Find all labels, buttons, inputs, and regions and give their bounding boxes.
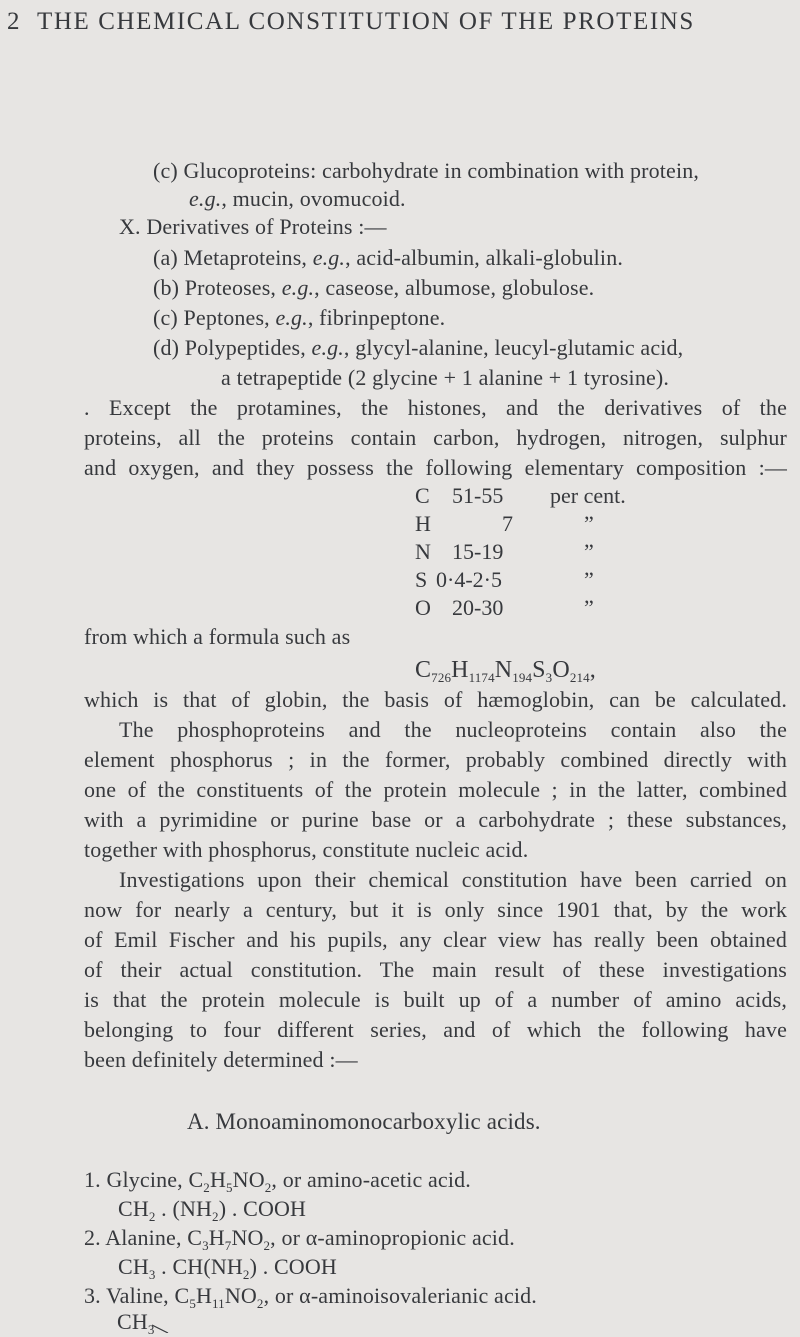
amino-acid-name: Glycine,: [106, 1167, 189, 1192]
eg-abbrev: e.g.: [281, 275, 315, 300]
item-label: (c): [153, 305, 178, 330]
structural-formula: [118, 1195, 306, 1223]
branch-top: [117, 1308, 155, 1336]
paragraph-line: of their actual constitution. The main result of these investigations: [84, 957, 787, 982]
element-value: 0·4-2·5: [436, 567, 502, 592]
globin-formula: [415, 656, 596, 684]
paragraph-line: one of the constituents of the protein molecule ; in the latter, combined: [84, 777, 787, 802]
formula-part: H: [208, 1225, 225, 1250]
formula-subscript: 3: [545, 670, 553, 685]
paragraph-line: . Except the protamines, the histones, and the derivatives of the: [84, 395, 787, 420]
element-value: 7: [502, 511, 513, 536]
item-examples: , fibrinpeptone.: [307, 305, 446, 330]
structural-formula: [118, 1253, 337, 1281]
running-title: THE CHEMICAL CONSTITUTION OF THE PROTEINS: [36, 8, 695, 35]
page-header: [7, 8, 695, 36]
formula-part: ) . COOH: [218, 1196, 307, 1221]
item-number: 3.: [84, 1283, 101, 1308]
amino-acid-desc: , or α-aminoisovalerianic acid.: [263, 1283, 537, 1308]
paragraph-line: and oxygen, and they possess the following elementary composition :—: [84, 455, 787, 480]
derivative-item: [153, 274, 594, 302]
element-symbol: C: [415, 483, 430, 508]
item-name: Proteoses,: [179, 275, 282, 300]
formula-subscript: 726: [431, 670, 452, 685]
formula-subscript: 3: [202, 1238, 209, 1253]
paragraph-line: of Emil Fischer and his pupils, any clear view has really been obtained: [84, 927, 787, 952]
item-name: Peptones,: [177, 305, 276, 330]
element-symbol: H: [415, 511, 431, 536]
eg-abbrev: e.g.: [189, 186, 222, 211]
formula-subscript: 5: [226, 1180, 233, 1195]
formula-element: H: [451, 657, 469, 683]
derivative-item: [153, 334, 683, 362]
item-number: 1.: [84, 1167, 101, 1192]
item-label: (d): [153, 335, 180, 360]
element-value: 15-19: [452, 539, 504, 564]
formula-part: NO: [224, 1283, 257, 1308]
amino-acid-desc: , or amino-acetic acid.: [271, 1167, 471, 1192]
formula-part: CH: [118, 1254, 149, 1279]
formula-part: C: [174, 1283, 190, 1308]
item-text: : carbohydrate in combination with protein,: [310, 158, 700, 183]
formula-part: . (NH: [155, 1196, 213, 1221]
page-number: 2: [7, 8, 22, 35]
formula-element: N: [494, 657, 513, 683]
item-examples: , acid-albumin, alkali-globulin.: [345, 245, 623, 270]
element-symbol: N: [415, 539, 431, 564]
derivative-item: [153, 304, 445, 332]
eg-abbrev: e.g.: [311, 335, 344, 360]
formula-subscript: 5: [189, 1296, 196, 1311]
formula-subscript: 11: [212, 1296, 225, 1311]
eg-abbrev: e.g.: [275, 305, 308, 330]
paragraph-line: which is that of globin, the basis of hæmoglobin, can be calculated.: [84, 687, 787, 712]
paragraph-line: Investigations upon their chemical constitution have been carried on: [119, 867, 787, 892]
amino-acid-name: Valine,: [106, 1283, 175, 1308]
element-unit: ”: [584, 567, 594, 592]
formula-part: NO: [231, 1225, 264, 1250]
paragraph-line: been definitely determined :—: [84, 1047, 358, 1072]
formula-subscript: 1174: [468, 670, 495, 685]
formula-part: H: [209, 1167, 226, 1192]
formula-part: ) . COOH: [249, 1254, 337, 1279]
formula-subscript: 2: [148, 1209, 156, 1224]
item-examples: , caseose, albumose, globulose.: [314, 275, 595, 300]
amino-acid-glycine: [84, 1166, 471, 1194]
amino-acid-name: Alanine,: [105, 1225, 188, 1250]
formula-subscript: 7: [224, 1238, 232, 1253]
element-unit: per cent.: [550, 483, 626, 508]
formula-punct: ,: [589, 657, 596, 683]
formula-element: C: [415, 657, 432, 683]
eg-abbrev: e.g.: [312, 245, 346, 270]
formula-part: C: [187, 1225, 203, 1250]
formula-part: . CH(NH: [155, 1254, 243, 1279]
item-name: Glucoproteins: [183, 158, 311, 183]
formula-subscript: 3: [148, 1267, 156, 1282]
paragraph-line: is that the protein molecule is built up of a number of amino acids,: [84, 987, 787, 1012]
formula-element: O: [552, 657, 570, 683]
derivatives-heading: X. Derivatives of Proteins :—: [119, 214, 387, 239]
paragraph-line: The phosphoproteins and the nucleoproteins contain also the: [119, 717, 787, 742]
element-unit: ”: [584, 511, 594, 536]
formula-subscript: 2: [263, 1238, 271, 1253]
formula-part: NO: [232, 1167, 265, 1192]
formula-subscript: 2: [212, 1209, 219, 1224]
formula-element: S: [532, 657, 546, 683]
series-heading: A. Monoaminomonocarboxylic acids.: [187, 1109, 541, 1134]
item-name: Metaproteins,: [177, 245, 313, 270]
paragraph-line: with a pyrimidine or purine base or a carbohydrate ; these substances,: [84, 807, 787, 832]
polypeptide-continuation: a tetrapeptide (2 glycine + 1 alanine + 1 tyrosine).: [221, 365, 670, 390]
item-label: (a): [153, 245, 178, 270]
formula-part: H: [195, 1283, 213, 1308]
glucoproteins-examples: [189, 185, 406, 213]
formula-subscript: 3: [147, 1322, 155, 1337]
item-examples: , mucin, ovomucoid.: [221, 186, 406, 211]
element-symbol: S: [415, 567, 428, 592]
item-label: (c): [153, 158, 178, 183]
paragraph-line: together with phosphorus, constitute nucleic acid.: [84, 837, 529, 862]
paragraph-line: proteins, all the proteins contain carbon, hydrogen, nitrogen, sulphur: [84, 425, 787, 450]
item-number: 2.: [84, 1225, 101, 1250]
element-value: 20-30: [452, 595, 504, 620]
item-label: (b): [153, 275, 180, 300]
paragraph-line: now for nearly a century, but it is only since 1901 that, by the work: [84, 897, 787, 922]
paragraph-line: belonging to four different series, and of which the following have: [84, 1017, 787, 1042]
formula-part: CH: [117, 1309, 148, 1334]
formula-subscript: 2: [264, 1180, 272, 1195]
element-unit: ”: [584, 595, 594, 620]
formula-subscript: 2: [242, 1267, 250, 1282]
item-name: Polypeptides,: [179, 335, 312, 360]
formula-subscript: 2: [256, 1296, 264, 1311]
formula-subscript: 214: [569, 670, 590, 685]
element-symbol: O: [415, 595, 431, 620]
element-value: 51-55: [452, 483, 504, 508]
formula-part: C: [188, 1167, 204, 1192]
amino-acid-desc: , or α-aminopropionic acid.: [270, 1225, 515, 1250]
glucoproteins-line: [153, 157, 699, 185]
amino-acid-alanine: [84, 1224, 515, 1252]
item-examples: , glycyl-alanine, leucyl-glutamic acid,: [343, 335, 684, 360]
amino-acid-valine: [84, 1282, 537, 1310]
derivative-item: [153, 244, 623, 272]
element-unit: ”: [584, 539, 594, 564]
formula-subscript: 194: [512, 670, 533, 685]
paragraph-line: element phosphorus ; in the former, probably combined directly with: [84, 747, 787, 772]
branch-bond: [150, 1324, 170, 1333]
formula-subscript: 2: [203, 1180, 210, 1195]
formula-part: CH: [118, 1196, 149, 1221]
formula-intro: from which a formula such as: [84, 624, 351, 649]
